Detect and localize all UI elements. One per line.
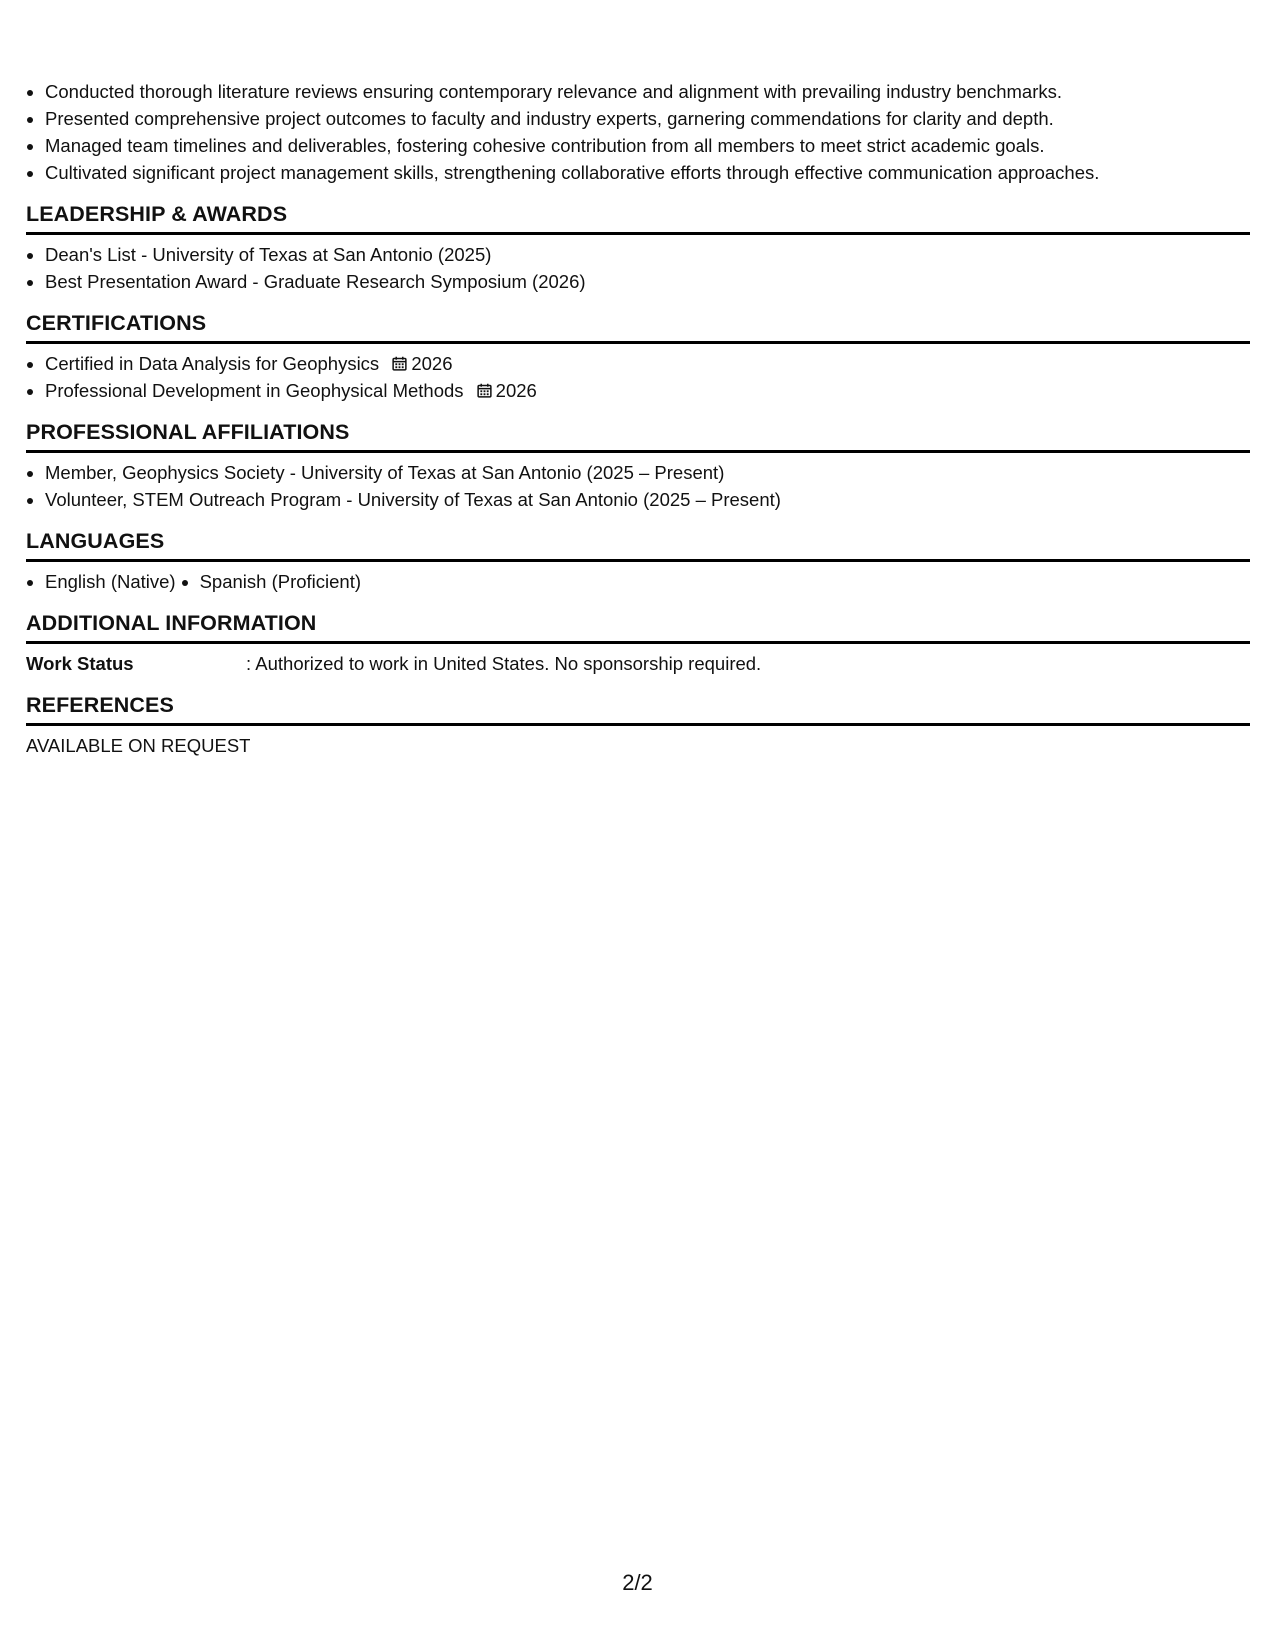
work-status-row <box>26 650 1250 677</box>
languages-list <box>26 568 1250 595</box>
resume-page <box>26 0 1250 759</box>
certifications-section <box>26 309 1250 404</box>
page-number: 2/2 <box>622 1570 653 1595</box>
list-item: • Volunteer, STEM Outreach Program - University of Texas at San Antonio (2025 – Present) <box>45 486 1250 513</box>
list-item: • Conducted thorough literature reviews ensuring contemporary relevance and alignment with prevailing industry benchmarks. <box>45 78 1250 105</box>
references-text: AVAILABLE ON REQUEST <box>26 735 251 756</box>
calendar-icon <box>477 383 492 398</box>
section-title: PROFESSIONAL AFFILIATIONS <box>26 418 1250 453</box>
list-item: • Member, Geophysics Society - University of Texas at San Antonio (2025 – Present) <box>45 459 1250 486</box>
certification-name: Professional Development in Geophysical Methods <box>45 380 464 401</box>
list-item <box>45 377 1250 404</box>
section-title: LEADERSHIP & AWARDS <box>26 200 1250 235</box>
section-title: LANGUAGES <box>26 527 1250 562</box>
list-item: • Spanish (Proficient) <box>200 568 361 595</box>
list-item: • Cultivated significant project management skills, strengthening collaborative efforts through effective communication approaches. <box>45 159 1250 186</box>
calendar-icon <box>392 356 407 371</box>
affiliations-list <box>26 459 1250 513</box>
certifications-list <box>26 350 1250 404</box>
references-section <box>26 691 1250 759</box>
section-title: CERTIFICATIONS <box>26 309 1250 344</box>
leadership-list <box>26 241 1250 295</box>
experience-bullet-list <box>26 78 1250 186</box>
languages-section <box>26 527 1250 595</box>
list-item: • Dean's List - University of Texas at San Antonio (2025) <box>45 241 1250 268</box>
work-status-value: : Authorized to work in United States. No sponsorship required. <box>246 653 762 674</box>
certification-year: 2026 <box>495 380 537 401</box>
section-title: REFERENCES <box>26 691 1250 726</box>
list-item: • Presented comprehensive project outcomes to faculty and industry experts, garnering commendations for clarity and depth. <box>45 105 1250 132</box>
section-title: ADDITIONAL INFORMATION <box>26 609 1250 644</box>
certification-name: Certified in Data Analysis for Geophysics <box>45 353 380 374</box>
affiliations-section <box>26 418 1250 513</box>
list-item: • Best Presentation Award - Graduate Research Symposium (2026) <box>45 268 1250 295</box>
certification-year: 2026 <box>411 353 453 374</box>
leadership-section <box>26 200 1250 295</box>
work-status-label: Work Status <box>26 653 134 674</box>
list-item <box>45 350 1250 377</box>
additional-information-section <box>26 609 1250 677</box>
list-item: • English (Native) <box>45 568 176 595</box>
list-item: • Managed team timelines and deliverables, fostering cohesive contribution from all members to meet strict academic goals. <box>45 132 1250 159</box>
